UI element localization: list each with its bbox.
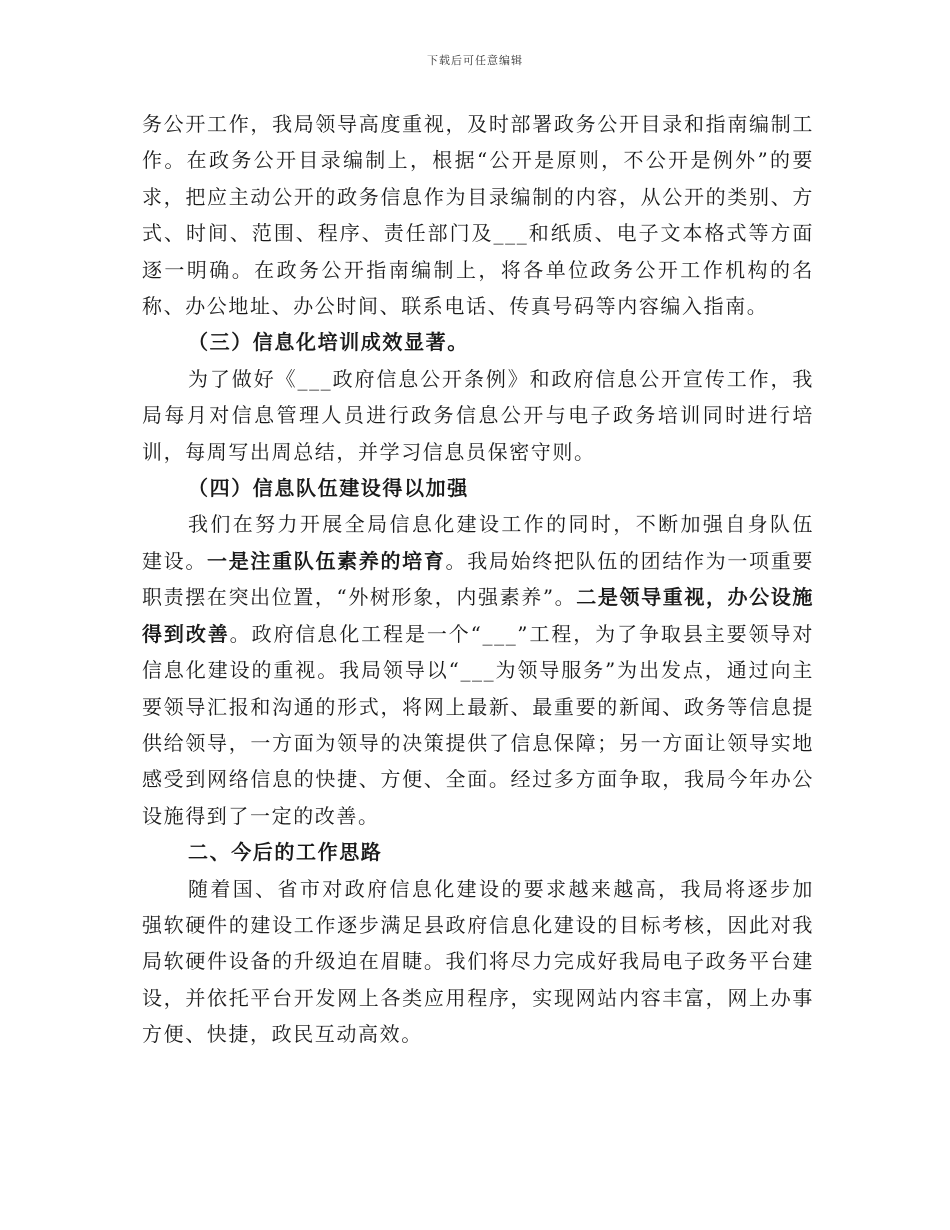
section-heading-team: （四）信息队伍建设得以加强 [188,476,469,501]
paragraph-team-text-3: 。政府信息化工程是一个“___”工程，为了争取县主要领导对信息化建设的重视。我局领导以“___为领导服务”为出发点，通过向主要领导汇报和沟通的形式，将网上最新、最重要的新闻、政务等信息提供给领导，一方面为领导的决策提供了信息保障；另一方面让领导实地感受到网络信息的快捷、方便、全面。经过多方面争取，我局今年办公设施得到了一定的改善。 [142,621,814,828]
document-body [142,106,814,1053]
section-heading-future: 二、今后的工作思路 [188,840,383,865]
paragraph-future: 随着国、省市对政府信息化建设的要求越来越高，我局将逐步加强软硬件的建设工作逐步满足县政府信息化建设的目标考核，因此对我局软硬件设备的升级迫在眉睫。我们将尽力完成好我局电子政务平台建设，并依托平台开发网上各类应用程序，实现网站内容丰富，网上办事方便、快捷，政民互动高效。 [142,876,814,1047]
bold-point-two: 二是领导重视，办公设施得到改善 [142,585,814,646]
paragraph-team-text-2: 。我局始终把队伍的团结作为一项重要职责摆在突出位置，“外树形象，内强素养”。 [142,548,814,610]
page-header: 下载后可任意编辑 [427,54,523,67]
paragraph-training: 为了做好《___政府信息公开条例》和政府信息公开宣传工作，我局每月对信息管理人员进行政务信息公开与电子政务培训同时进行培训，每周写出周总结，并学习信息员保密守则。 [142,366,814,464]
paragraph-team-text-1: 我们在努力开展全局信息化建设工作的同时，不断加强自身队伍建设。 [142,512,814,573]
bold-point-one: 一是注重队伍素养的培育 [207,548,446,573]
section-heading-training: （三）信息化培训成效显著。 [188,330,469,355]
paragraph-gov-disclosure-catalog: 务公开工作，我局领导高度重视，及时部署政务公开目录和指南编制工作。在政务公开目录编制上，根据“公开是原则，不公开是例外”的要求，把应主动公开的政务信息作为目录编制的内容，从公开的类别、方式、时间、范围、程序、责任部门及___和纸质、电子文本格式等方面逐一明确。在政务公开指南编制上，将各单位政务公开工作机构的名称、办公地址、办公时间、联系电话、传真号码等内容编入指南。 [142,112,814,319]
paragraph-team [142,506,814,834]
